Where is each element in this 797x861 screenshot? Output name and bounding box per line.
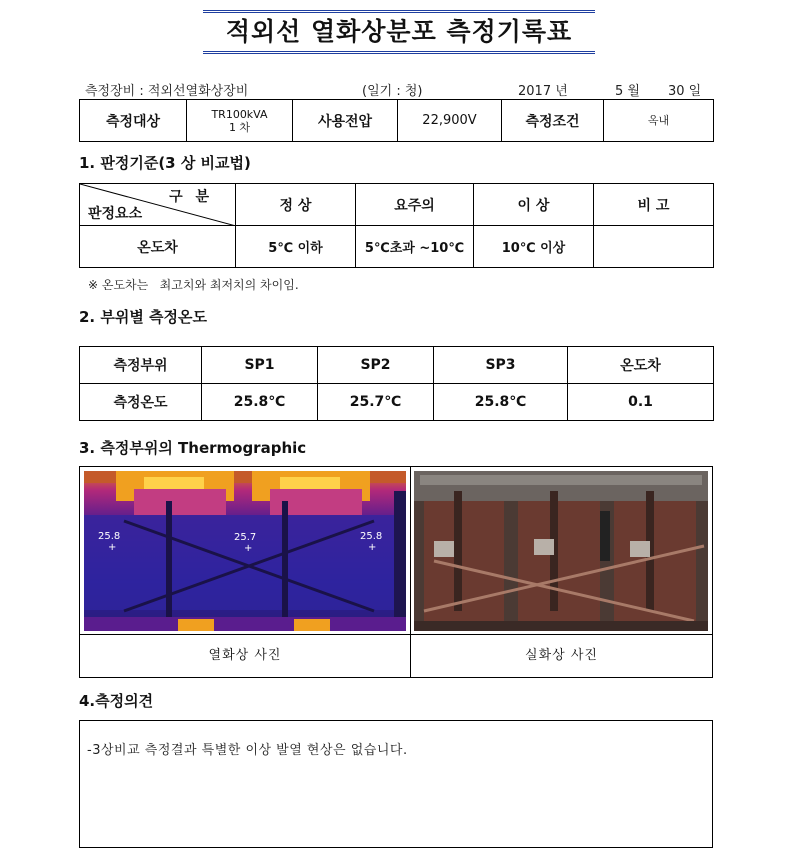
- criteria-col-caution: 요주의: [356, 184, 474, 226]
- weather-label: (일기 : 청): [362, 84, 423, 99]
- real-photo: [414, 471, 708, 631]
- criteria-value-normal: 5℃ 이하: [236, 226, 356, 268]
- criteria-value-remarks: [594, 226, 714, 268]
- section1-heading: 1. 판정기준(3 상 비교법): [79, 154, 251, 172]
- thermal-image: [84, 471, 406, 631]
- temp-value-sp3: 25.8℃: [434, 384, 568, 421]
- header-table: [79, 99, 714, 142]
- svg-text:+: +: [368, 542, 377, 553]
- thermal-label-sp2: 25.7: [234, 532, 257, 543]
- voltage-label: 사용전압: [293, 100, 398, 142]
- date-day: 30 일: [668, 84, 702, 99]
- svg-text:+: +: [108, 542, 117, 553]
- criteria-col-remarks: 비 고: [594, 184, 714, 226]
- criteria-col-abnormal: 이 상: [474, 184, 594, 226]
- thermal-caption: 열화상 사진: [208, 648, 282, 663]
- criteria-value-caution: 5℃초과 ~10℃: [356, 226, 474, 268]
- target-value-line1: TR100kVA: [211, 107, 268, 121]
- real-caption: 실화상 사진: [525, 648, 598, 663]
- svg-text:+: +: [244, 543, 253, 554]
- target-label: 측정대상: [80, 100, 187, 142]
- temp-header-diff: 온도차: [568, 347, 714, 384]
- thermal-label-sp1: 25.8: [98, 531, 121, 542]
- criteria-value-abnormal: 10℃ 이상: [474, 226, 594, 268]
- criteria-note: ※ 온도차는 최고치와 최저치의 차이임.: [88, 278, 299, 292]
- opinion-box: [79, 720, 713, 848]
- section2-heading: 2. 부위별 측정온도: [79, 308, 208, 326]
- temp-header-sp3: SP3: [434, 347, 568, 384]
- diag-bottom-label: 판정요소: [88, 206, 143, 222]
- thermographic-panel: [79, 466, 713, 678]
- target-value-line2: 1 차: [228, 120, 251, 134]
- criteria-row-label: 온도차: [80, 226, 236, 268]
- date-year: 2017 년: [518, 84, 568, 99]
- criteria-diagonal-header: [80, 184, 236, 226]
- date-month: 5 월: [615, 84, 640, 99]
- condition-value: 옥내: [604, 100, 714, 142]
- page-title: 적외선 열화상분포 측정기록표: [203, 10, 595, 54]
- thermal-label-sp3: 25.8: [360, 531, 383, 542]
- diag-top-label: 구 분: [169, 189, 213, 205]
- temp-header-location: 측정부위: [80, 347, 202, 384]
- criteria-table: [79, 183, 714, 268]
- section3-heading: 3. 측정부위의 Thermographic: [79, 439, 307, 457]
- temp-header-sp2: SP2: [318, 347, 434, 384]
- temp-value-diff: 0.1: [568, 384, 714, 421]
- temperature-table: [79, 346, 714, 421]
- temp-header-sp1: SP1: [202, 347, 318, 384]
- equipment-label: 측정장비 : 적외선열화상장비: [85, 84, 249, 99]
- temp-value-sp2: 25.7℃: [318, 384, 434, 421]
- target-value: [187, 100, 293, 142]
- opinion-text: -3상비교 측정결과 특별한 이상 발열 현상은 없습니다.: [87, 743, 408, 758]
- temp-row-label: 측정온도: [80, 384, 202, 421]
- condition-label: 측정조건: [502, 100, 604, 142]
- section4-heading: 4.측정의견: [79, 692, 154, 710]
- temp-value-sp1: 25.8℃: [202, 384, 318, 421]
- voltage-value: 22,900V: [398, 100, 502, 142]
- criteria-col-normal: 정 상: [236, 184, 356, 226]
